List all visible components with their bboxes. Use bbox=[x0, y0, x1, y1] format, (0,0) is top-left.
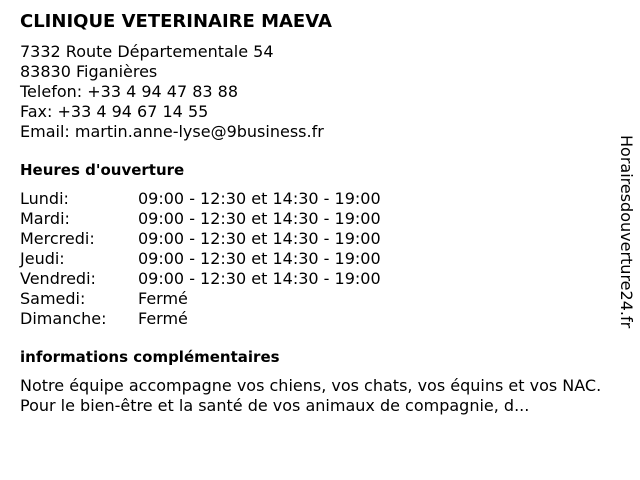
fax-number: Fax: +33 4 94 67 14 55 bbox=[20, 102, 209, 121]
hours-row-sunday bbox=[20, 309, 610, 329]
hours-day: Lundi: bbox=[20, 189, 69, 208]
hours-table bbox=[20, 189, 610, 329]
hours-time: 09:00 - 12:30 et 14:30 - 19:00 bbox=[138, 229, 381, 248]
phone-number: Telefon: +33 4 94 47 83 88 bbox=[20, 82, 239, 101]
hours-day: Vendredi: bbox=[20, 269, 96, 288]
hours-time: Fermé bbox=[138, 289, 188, 308]
address-city: 83830 Figanières bbox=[20, 62, 158, 81]
business-card bbox=[20, 10, 610, 416]
hours-time: 09:00 - 12:30 et 14:30 - 19:00 bbox=[138, 269, 381, 288]
hours-row-monday bbox=[20, 189, 610, 209]
address-street: 7332 Route Départementale 54 bbox=[20, 42, 274, 61]
hours-row-friday bbox=[20, 269, 610, 289]
email-address: Email: martin.anne-lyse@9business.fr bbox=[20, 122, 324, 141]
hours-day: Dimanche: bbox=[20, 309, 107, 328]
info-description: Notre équipe accompagne vos chiens, vos chats, vos équins et vos NAC. Pour le bien-être et la santé de vos animaux de compagnie, d... bbox=[20, 376, 602, 415]
hours-row-wednesday bbox=[20, 229, 610, 249]
hours-row-tuesday bbox=[20, 209, 610, 229]
hours-row-saturday bbox=[20, 289, 610, 309]
hours-row-thursday bbox=[20, 249, 610, 269]
hours-day: Samedi: bbox=[20, 289, 86, 308]
business-name: CLINIQUE VETERINAIRE MAEVA bbox=[20, 11, 332, 32]
hours-heading: Heures d'ouverture bbox=[20, 161, 185, 179]
hours-day: Jeudi: bbox=[20, 249, 65, 268]
site-watermark: Horairesdouverture24.fr bbox=[617, 135, 636, 329]
hours-day: Mardi: bbox=[20, 209, 70, 228]
hours-time: Fermé bbox=[138, 309, 188, 328]
info-heading: informations complémentaires bbox=[20, 348, 280, 366]
hours-time: 09:00 - 12:30 et 14:30 - 19:00 bbox=[138, 249, 381, 268]
address-block bbox=[20, 42, 610, 142]
hours-day: Mercredi: bbox=[20, 229, 95, 248]
hours-time: 09:00 - 12:30 et 14:30 - 19:00 bbox=[138, 209, 381, 228]
hours-time: 09:00 - 12:30 et 14:30 - 19:00 bbox=[138, 189, 381, 208]
